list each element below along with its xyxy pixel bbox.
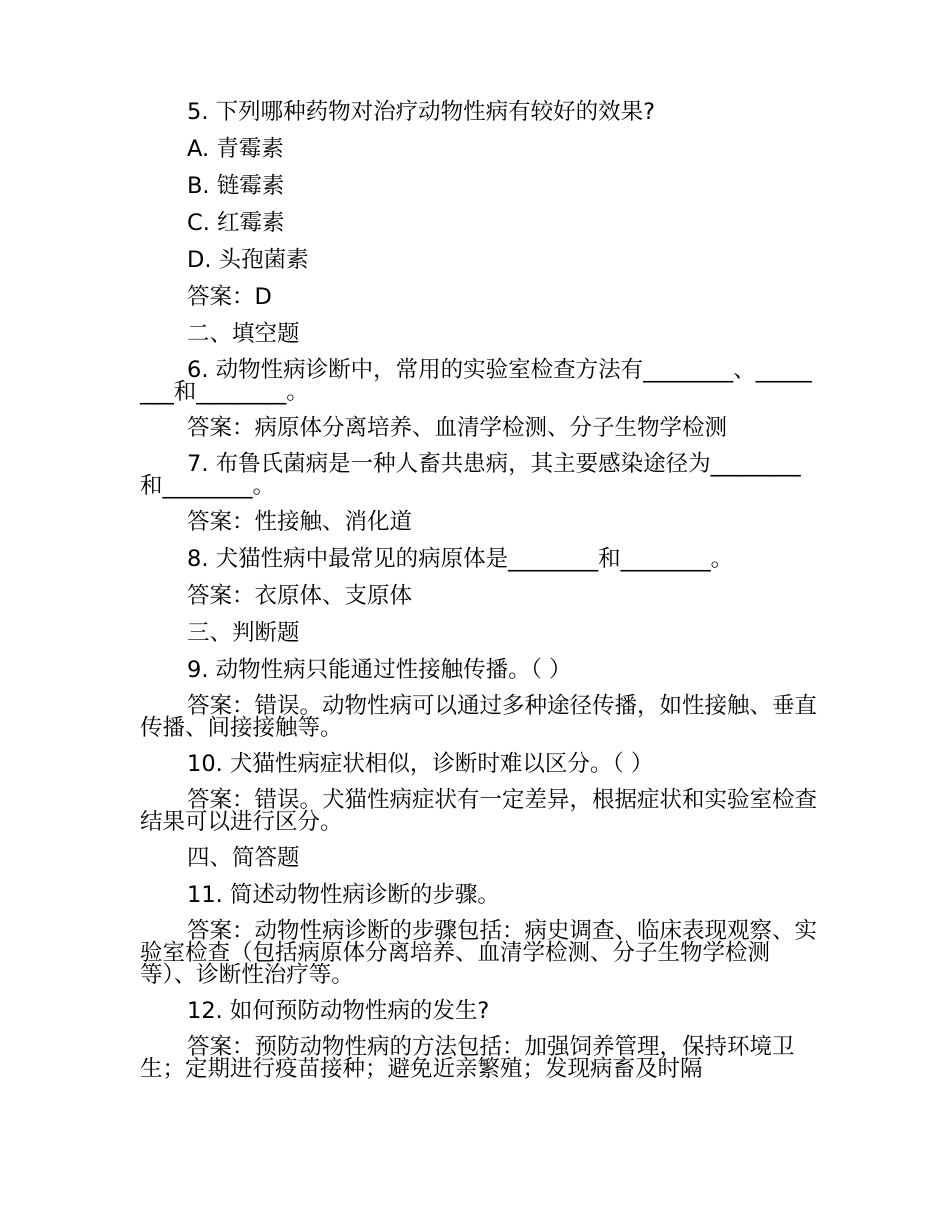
question-9: 9. 动物性病只能通过性接触传播。（ ） [187, 657, 572, 683]
question-7: 7. 布鲁氏菌病是一种人畜共患病，其主要感染途径为________和________。 [140, 451, 801, 499]
answer-9: 答案：错误。动物性病可以通过多种途径传播，如性接触、垂直传播、间接接触等。 [140, 693, 818, 741]
answer-7: 答案：性接触、消化道 [187, 509, 413, 535]
question-5: 5. 下列哪种药物对治疗动物性病有较好的效果? [187, 99, 656, 125]
answer-12: 答案：预防动物性病的方法包括：加强饲养管理，保持环境卫生；定期进行疫苗接种；避免近亲繁殖；发现病畜及时隔 [140, 1034, 795, 1082]
option-b: B. 链霉素 [187, 173, 285, 199]
question-6: 6. 动物性病诊断中，常用的实验室检查方法有________、________和________。 [140, 357, 812, 405]
document-page [140, 100, 820, 1080]
question-8: 8. 犬猫性病中最常见的病原体是________和________。 [187, 546, 734, 572]
option-c: C. 红霉素 [187, 210, 285, 236]
option-d: D. 头孢菌素 [187, 247, 309, 273]
answer-10: 答案：错误。犬猫性病症状有一定差异，根据症状和实验室检查结果可以进行区分。 [140, 787, 818, 835]
section-heading-short-answer: 四、简答题 [187, 845, 300, 871]
answer-6: 答案：病原体分离培养、血清学检测、分子生物学检测 [187, 415, 728, 441]
answer-8: 答案：衣原体、支原体 [187, 583, 413, 609]
answer-5: 答案：D [187, 284, 272, 310]
question-11: 11. 简述动物性病诊断的步骤。 [187, 882, 500, 908]
section-heading-fill-blank: 二、填空题 [187, 321, 300, 347]
question-12: 12. 如何预防动物性病的发生? [187, 998, 490, 1024]
question-10: 10. 犬猫性病症状相似，诊断时难以区分。（ ） [187, 751, 654, 777]
answer-11: 答案：动物性病诊断的步骤包括：病史调查、临床表现观察、实验室检查（包括病原体分离培养、血清学检测、分子生物学检测等）、诊断性治疗等。 [140, 918, 818, 988]
option-a: A. 青霉素 [187, 136, 284, 162]
section-heading-true-false: 三、判断题 [187, 620, 300, 646]
